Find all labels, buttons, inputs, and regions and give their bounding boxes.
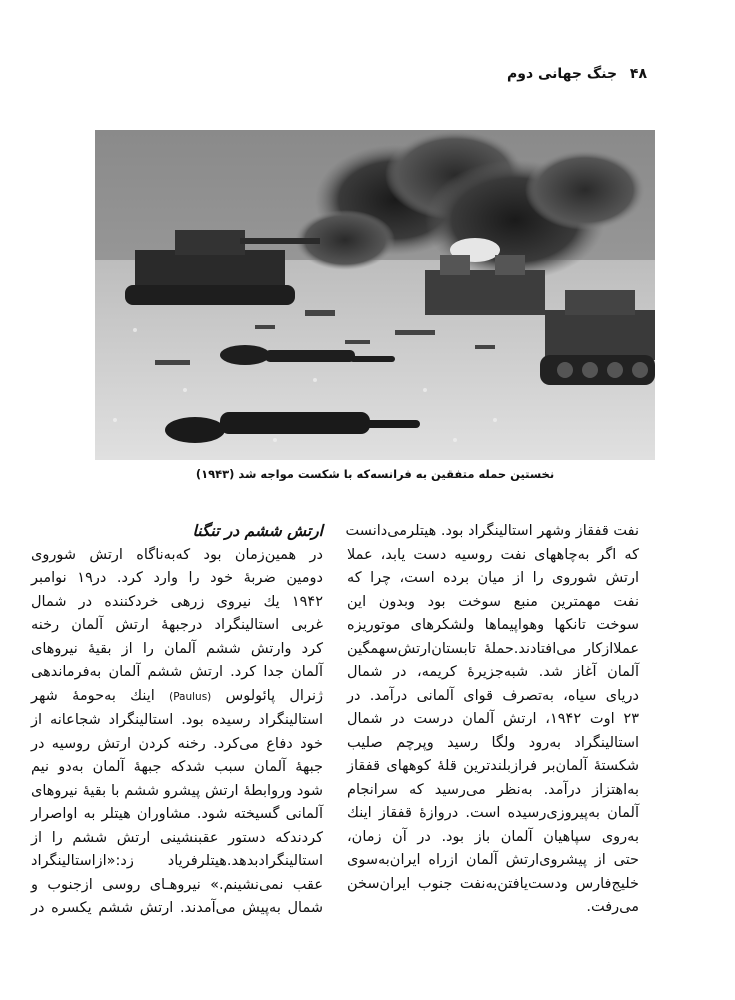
column-left-paragraph xyxy=(31,544,323,685)
photo-illustration xyxy=(95,130,655,460)
text-line: آلمانی گسیخته شود. مشاوران هیتلر به اواصرار xyxy=(31,806,323,822)
text-line: کرد وارتش ششم آلمان را از بقیهٔ نیروهای xyxy=(31,640,323,657)
text-fragment: ژنرال پائولوس xyxy=(225,687,323,704)
text-line: می‌رفت. xyxy=(586,899,639,915)
text-fragment: اینك به‌حومهٔ شهر xyxy=(31,687,155,704)
battlefield-photo xyxy=(95,130,655,460)
text-line: دومین ضربهٔ خود را وارد کرد. در۱۹ نوامبر xyxy=(31,570,324,586)
text-line: سوخت تانکها وهواپیماها ولشکرهای موتوریزه xyxy=(347,617,639,633)
text-line: ۱۹۴۲ یك نیروی زرهی خردکننده در شمال xyxy=(31,593,323,610)
text-line: آلمان به‌پیروزی‌رسیده است. دروازهٔ قفقاز اینك xyxy=(347,805,639,821)
column-left-paragraph xyxy=(31,709,323,921)
latin-name: (Paulus) xyxy=(169,690,212,703)
text-line: استالینگراد به‌رود ولگا رسید وپرچم صلیب xyxy=(347,734,639,751)
photo-caption: نخستین حمله متفقین به فرانسه‌که با شکست مواجه شد (۱۹۴۳) xyxy=(195,467,555,481)
text-line: عقب نمی‌نشینم.» نیروهـای روسی ازجنوب و xyxy=(31,876,323,893)
text-line: در همین‌زمان بود که‌به‌ناگاه ارتش شوروی xyxy=(31,546,323,563)
text-line: به‌روی سپاهیان آلمان باز بود. در آن زمان، xyxy=(347,828,639,845)
text-line: آلمان آغاز شد. شبه‌جزیرهٔ کریمه، در شمال xyxy=(347,664,639,680)
text-line: کردندکه دستور عقبنشینی ارتش ششم را از xyxy=(31,829,323,846)
book-title: جنگ جهانی دوم xyxy=(506,66,618,82)
text-line: جبههٔ آلمان سبب شدکه جبههٔ آلمان به‌دو نیم xyxy=(31,759,323,775)
column-right xyxy=(347,520,639,920)
text-line: استالینگرادبدهد.هیتلرفریاد زد:«ازاستالینگراد xyxy=(31,853,323,869)
section-title: ارتش ششم در تنگنا xyxy=(192,522,323,540)
text-line: شکستهٔ آلمان‌بر فرازبلندترین قلهٔ کوههای قفقاز xyxy=(347,758,639,774)
text-line: خود دفاع می‌کرد. رخنه کردن ارتش روسیه در xyxy=(31,735,323,752)
text-line: ۲۳ اوت ۱۹۴۲، ارتش آلمان درست در شمال xyxy=(347,711,639,727)
smoke-plume xyxy=(525,150,645,230)
text-line: ارتش شوروی را از میان برده است، چرا که xyxy=(347,570,639,586)
text-line: خلیج‌فارس ودست‌یافتن‌به‌نفت جنوب ایران‌سخن xyxy=(347,875,639,892)
text-line: نفت مهمترین منبع سوخت بود وبدون این xyxy=(347,593,639,610)
text-line: استالینگراد رسیده بود. استالینگراد شجاعانه از xyxy=(31,712,323,728)
text-line xyxy=(31,685,323,710)
text-line: غربی استالینگراد درجبههٔ ارتش آلمان رخنه xyxy=(31,617,323,633)
running-header xyxy=(507,66,647,82)
text-line: دریای سیاه، به‌تصرف قوای آلمانی درآمد. در xyxy=(347,687,639,704)
text-line: آلمان جدا کرد. ارتش ششم آلمان به‌فرماندهی xyxy=(31,664,323,680)
text-line: عملاازکار می‌افتادند.حملهٔ تابستان‌ارتش‌سهمگین xyxy=(347,640,639,657)
text-line: به‌اهتزاز درآمد. به‌نظر می‌رسید که سرانجام xyxy=(347,781,639,798)
text-line: حتی از پیشروی‌ارتش آلمان ازراه ایران‌به‌سوی xyxy=(347,852,639,868)
page-number: ۴۸ xyxy=(629,66,647,82)
text-line: نفت قفقاز وشهر استالینگراد بود. هیتلرمی‌دانست xyxy=(345,523,639,539)
column-left xyxy=(31,520,323,921)
text-line: شمال به‌پیش می‌آمدند. ارتش ششم یکسره در xyxy=(31,900,323,916)
text-line: که اگر به‌چاههای نفت روسیه دست یابد، عملا xyxy=(347,546,639,563)
text-line: شود وروابطهٔ ارتش پیشرو ششم با بقیهٔ نیروهای xyxy=(31,782,323,799)
